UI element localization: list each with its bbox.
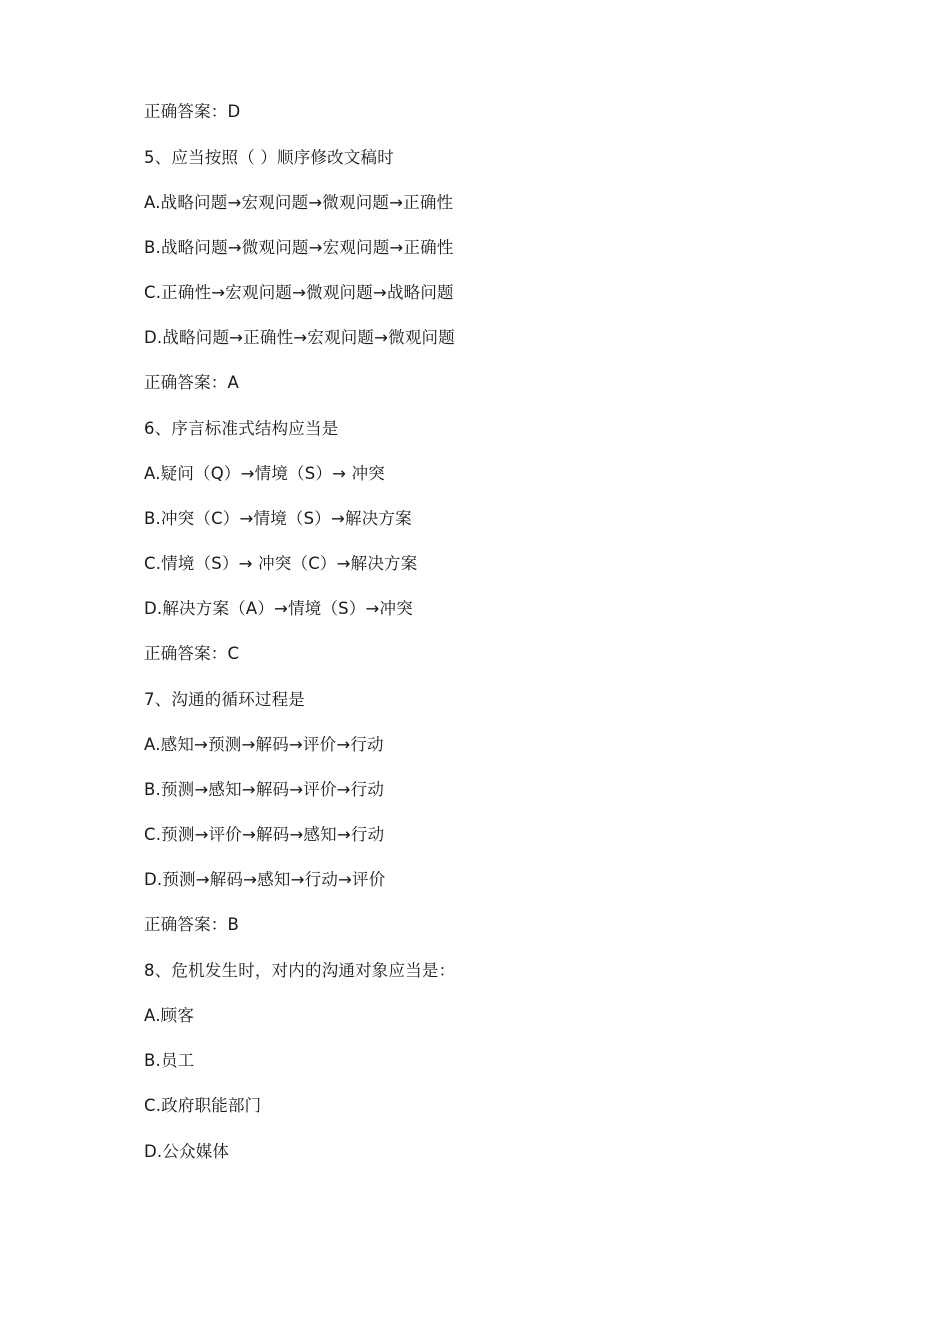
option-line: D.公众媒体 <box>144 1142 230 1161</box>
option-line: A.感知→预测→解码→评价→行动 <box>144 735 384 754</box>
option-line: C.政府职能部门 <box>144 1096 262 1115</box>
option-line: D.预测→解码→感知→行动→评价 <box>144 870 386 889</box>
question-7: 7、沟通的循环过程是 <box>144 690 305 709</box>
option-line: D.解决方案（A）→情境（S）→冲突 <box>144 599 413 618</box>
answer-line: 正确答案：C <box>144 644 240 663</box>
answer-line: 正确答案：D <box>144 102 241 121</box>
answer-line: 正确答案：A <box>144 373 239 392</box>
option-line: A.疑问（Q）→情境（S）→ 冲突 <box>144 464 385 483</box>
option-line: D.战略问题→正确性→宏观问题→微观问题 <box>144 328 455 347</box>
answer-line: 正确答案：B <box>144 915 240 934</box>
option-line: B.冲突（C）→情境（S）→解决方案 <box>144 509 412 528</box>
option-line: A.战略问题→宏观问题→微观问题→正确性 <box>144 193 454 212</box>
option-line: C.情境（S）→ 冲突（C）→解决方案 <box>144 554 418 573</box>
option-line: B.战略问题→微观问题→宏观问题→正确性 <box>144 238 454 257</box>
question-8: 8、危机发生时，对内的沟通对象应当是： <box>144 961 456 980</box>
option-line: A.顾客 <box>144 1006 195 1025</box>
question-5: 5、应当按照（ ）顺序修改文稿时 <box>144 148 394 167</box>
question-6: 6、序言标准式结构应当是 <box>144 419 339 438</box>
option-line: C.预测→评价→解码→感知→行动 <box>144 825 385 844</box>
option-line: B.预测→感知→解码→评价→行动 <box>144 780 385 799</box>
option-line: C.正确性→宏观问题→微观问题→战略问题 <box>144 283 454 302</box>
option-line: B.员工 <box>144 1051 195 1070</box>
